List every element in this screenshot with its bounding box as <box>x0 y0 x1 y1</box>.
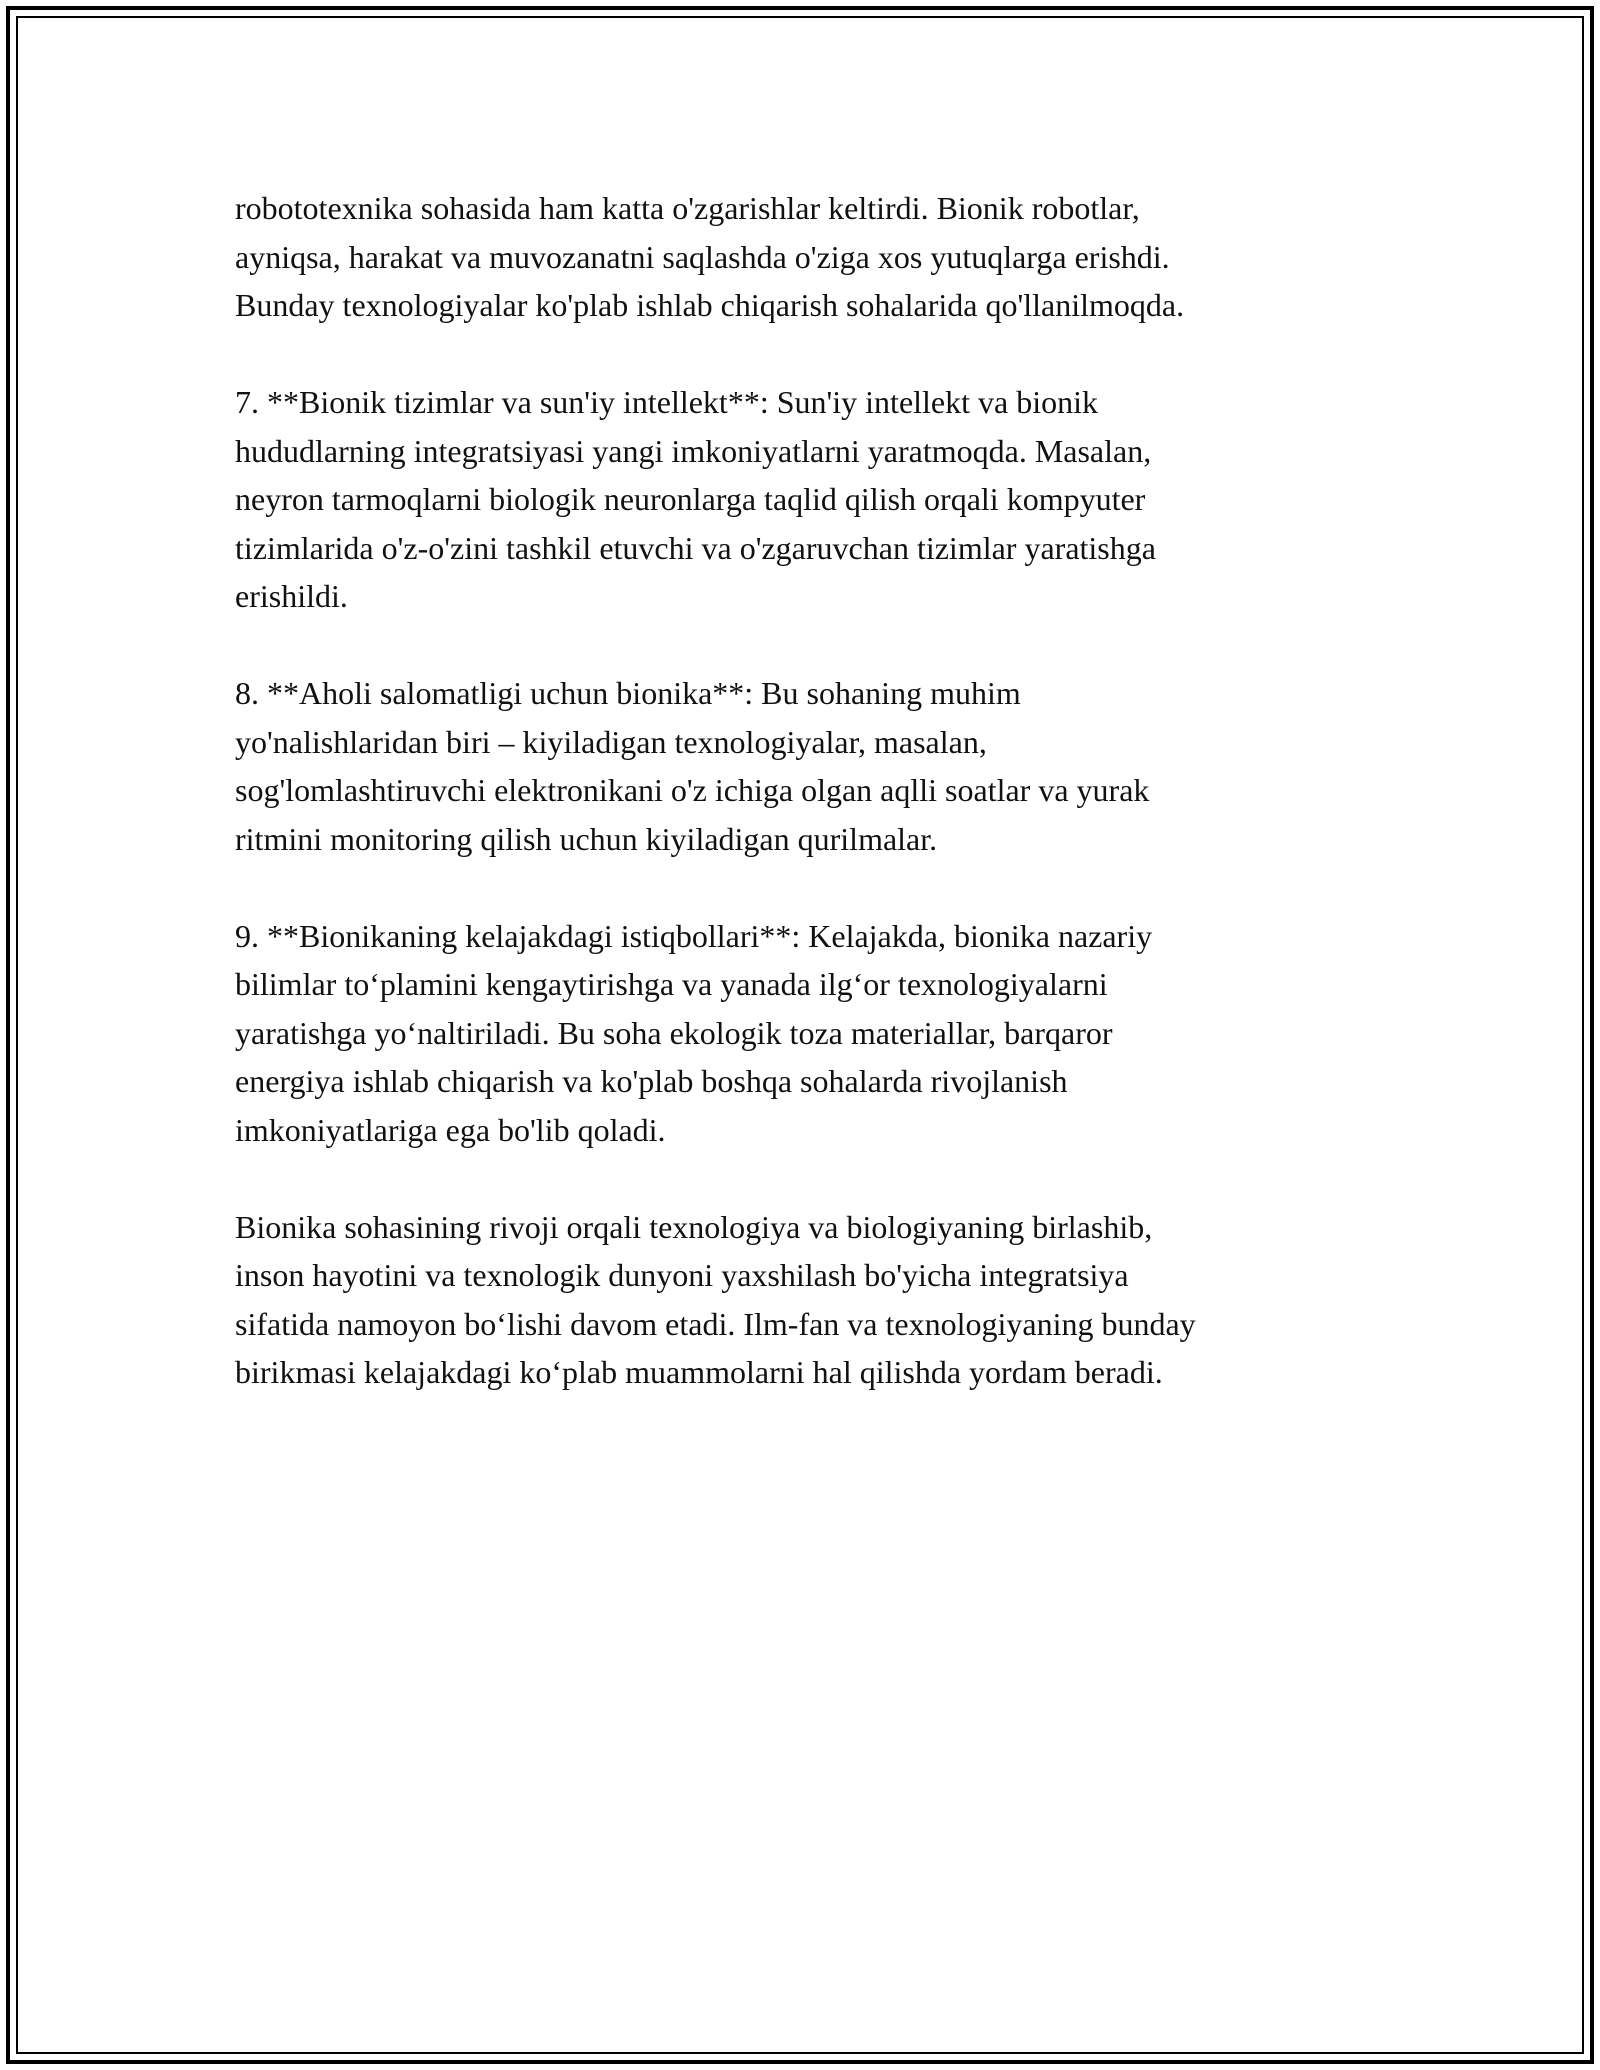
text-line: yaratishga yo‘naltiriladi. Bu soha ekologik toza materiallar, barqaror <box>235 1014 1113 1051</box>
text-line: neyron tarmoqlarni biologik neuronlarga taqlid qilish orqali kompyuter <box>235 481 1146 517</box>
text-line: birikmasi kelajakdagi ko‘plab muammolarni hal qilishda yordam beradi. <box>235 1354 1163 1390</box>
text-line: sog'lomlashtiruvchi elektronikani o'z ichiga olgan aqlli soatlar va yurak <box>235 772 1150 808</box>
text-line: 7. **Bionik tizimlar va sun'iy intellekt**: Sun'iy intellekt va bionik <box>235 384 1098 420</box>
paragraph-robotics <box>235 184 1365 330</box>
text-line: Bunday texnologiyalar ko'plab ishlab chiqarish sohalarida qo'llanilmoqda. <box>235 287 1185 323</box>
paragraph-item-7 <box>235 378 1365 621</box>
text-line: ayniqsa, harakat va muvozanatni saqlashda o'ziga xos yutuqlarga erishdi. <box>235 238 1170 275</box>
text-line: energiya ishlab chiqarish va ko'plab boshqa sohalarda rivojlanish <box>235 1063 1068 1099</box>
text-line: erishildi. <box>235 578 348 614</box>
text-line: yo'nalishlaridan biri – kiyiladigan texnologiyalar, masalan, <box>235 723 987 760</box>
paragraph-item-8 <box>235 669 1365 863</box>
paragraph-item-9 <box>235 912 1365 1155</box>
text-line: bilimlar to‘plamini kengaytirishga va yanada ilg‘or texnologiyalarni <box>235 966 1108 1002</box>
text-line: 9. **Bionikaning kelajakdagi istiqbollari**: Kelajakda, bionika nazariy <box>235 917 1153 954</box>
text-line: sifatida namoyon bo‘lishi davom etadi. Ilm-fan va texnologiyaning bunday <box>235 1305 1196 1342</box>
document-body <box>235 184 1365 1445</box>
text-line: 8. **Aholi salomatligi uchun bionika**: Bu sohaning muhim <box>235 675 1021 711</box>
text-line: tizimlarida o'z-o'zini tashkil etuvchi va o'zgaruvchan tizimlar yaratishga <box>235 529 1156 566</box>
text-line: robototexnika sohasida ham katta o'zgarishlar keltirdi. Bionik robotlar, <box>235 190 1140 226</box>
text-line: Bionika sohasining rivoji orqali texnologiya va biologiyaning birlashib, <box>235 1208 1153 1245</box>
text-line: ritmini monitoring qilish uchun kiyiladigan qurilmalar. <box>235 820 938 857</box>
text-line: inson hayotini va texnologik dunyoni yaxshilash bo'yicha integratsiya <box>235 1257 1129 1293</box>
paragraph-conclusion <box>235 1203 1365 1397</box>
text-line: hududlarning integratsiyasi yangi imkoniyatlarni yaratmoqda. Masalan, <box>235 432 1152 469</box>
text-line: imkoniyatlariga ega bo'lib qoladi. <box>235 1111 666 1148</box>
